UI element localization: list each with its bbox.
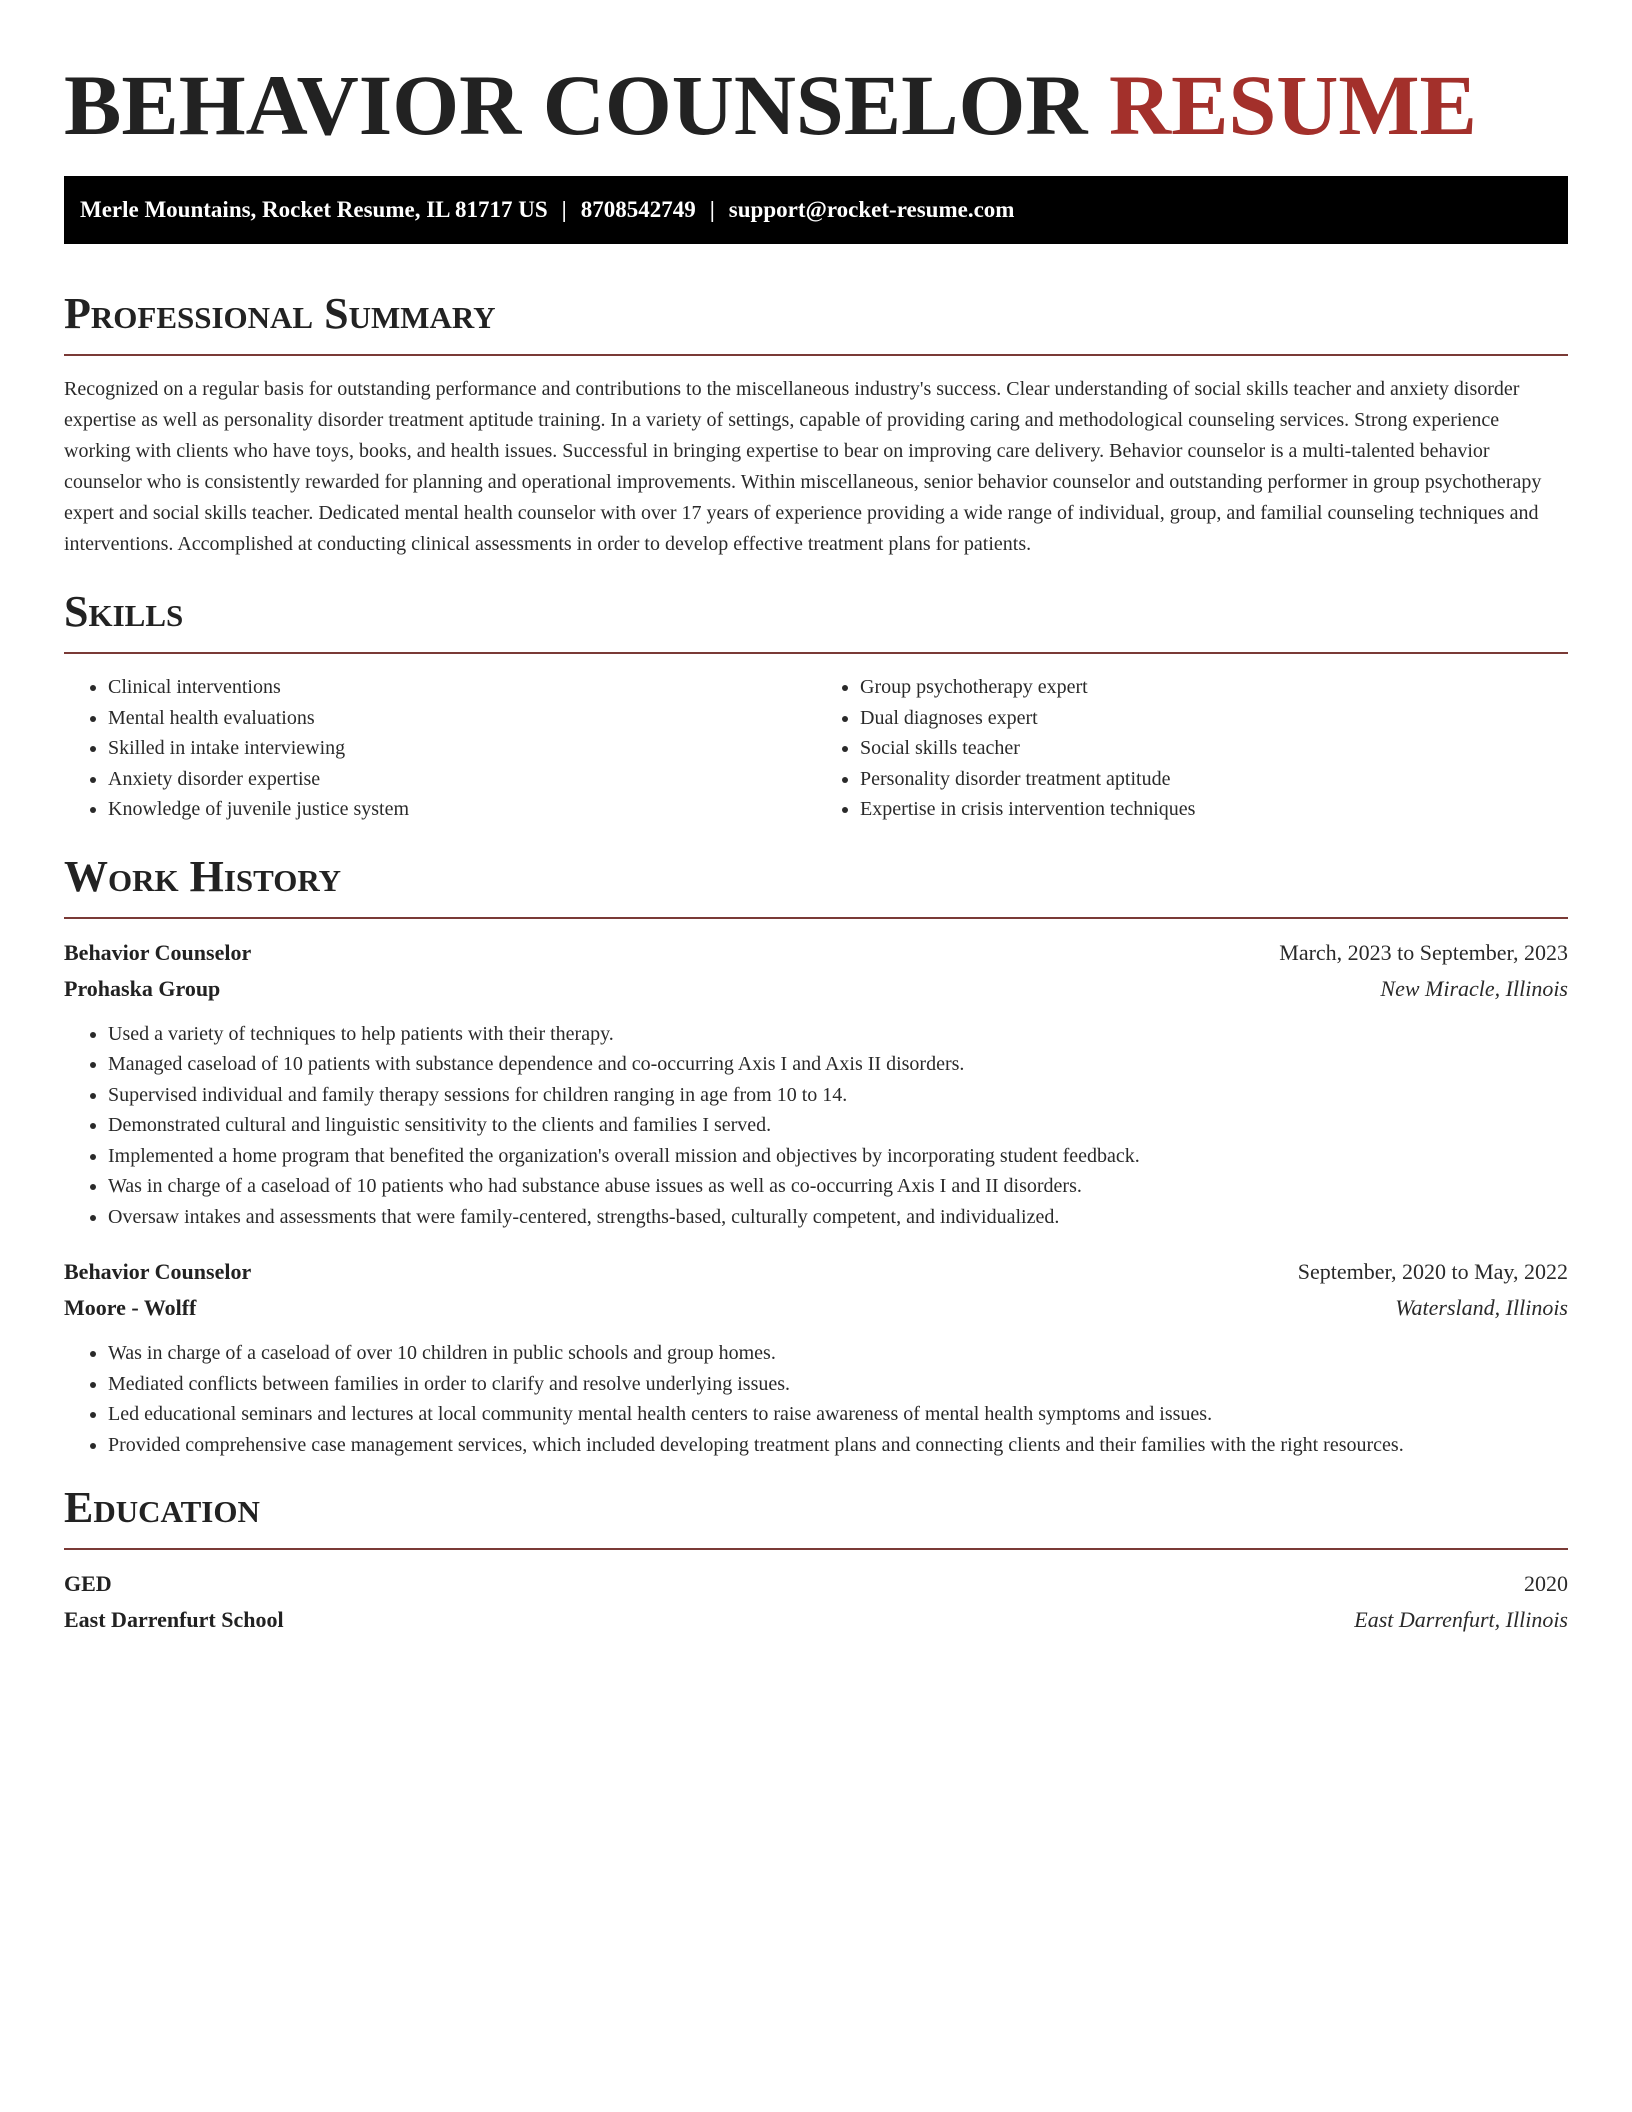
job-bullet: • Implemented a home program that benefited the organization's overall mission and objectives by incorporating student feedback. <box>108 1141 1568 1172</box>
education-location: East Darrenfurt, Illinois <box>1354 1607 1568 1632</box>
job-company-row <box>64 1290 1568 1326</box>
contact-email[interactable]: support@rocket-resume.com <box>728 197 1015 222</box>
contact-phone[interactable]: 8708542749 <box>580 197 696 222</box>
job-bullet: • Oversaw intakes and assessments that were family-centered, strengths-based, culturally competent, and individualized. <box>108 1202 1568 1233</box>
job-company: Prohaska Group <box>64 975 221 1001</box>
job-bullet: • Led educational seminars and lectures at local community mental health centers to raise awareness of mental health symptoms and issues. <box>108 1399 1568 1430</box>
skills-list-right <box>816 672 1568 825</box>
skill-item: • Social skills teacher <box>860 733 1568 764</box>
skill-item: • Knowledge of juvenile justice system <box>108 794 816 825</box>
job-bullets <box>64 1019 1568 1233</box>
section-heading-work: Work History <box>64 851 342 901</box>
job-bullet: • Mediated conflicts between families in order to clarify and resolve underlying issues. <box>108 1369 1568 1400</box>
skill-item: • Anxiety disorder expertise <box>108 764 816 795</box>
education-school: East Darrenfurt School <box>64 1607 284 1632</box>
skills-list-left <box>64 672 816 825</box>
education-degree: GED <box>64 1571 112 1596</box>
skill-item: • Expertise in crisis intervention techniques <box>860 794 1568 825</box>
job-entry <box>64 1254 1568 1460</box>
job-title: Behavior Counselor <box>64 1259 252 1284</box>
job-company: Moore - Wolff <box>64 1295 197 1320</box>
section-heading-education: Education <box>64 1483 260 1532</box>
skill-item: • Clinical interventions <box>108 672 816 703</box>
job-title: Behavior Counselor <box>64 939 252 965</box>
title-accent: RESUME <box>1108 57 1477 153</box>
section-divider <box>64 1548 1568 1550</box>
contact-separator: | <box>561 197 567 222</box>
skill-item: • Dual diagnoses expert <box>860 703 1568 734</box>
section-heading-skills: Skills <box>64 587 184 636</box>
section-heading-summary: Professional Summary <box>64 289 496 338</box>
job-entry <box>64 935 1568 1233</box>
section-education <box>64 1482 1568 1638</box>
skill-item: • Personality disorder treatment aptitude <box>860 764 1568 795</box>
education-degree-row <box>64 1566 1568 1602</box>
contact-separator: | <box>709 197 715 222</box>
job-dates: September, 2020 to May, 2022 <box>1297 1259 1568 1284</box>
title-main: BEHAVIOR COUNSELOR <box>64 57 1088 153</box>
job-bullet: • Was in charge of a caseload of 10 patients who had substance abuse issues as well as co-occurring Axis I and II disorders. <box>108 1171 1568 1202</box>
section-divider <box>64 652 1568 654</box>
education-school-row <box>64 1602 1568 1638</box>
section-skills <box>64 586 1568 825</box>
job-bullet: • Was in charge of a caseload of over 10 children in public schools and group homes. <box>108 1338 1568 1369</box>
job-dates: March, 2023 to September, 2023 <box>1279 939 1568 965</box>
job-location: New Miracle, Illinois <box>1380 975 1568 1001</box>
job-bullet: • Used a variety of techniques to help patients with their therapy. <box>108 1019 1568 1050</box>
section-work-history <box>64 851 1568 1461</box>
job-location: Watersland, Illinois <box>1395 1295 1568 1320</box>
job-header-row <box>64 1254 1568 1290</box>
job-bullet: • Supervised individual and family therapy sessions for children ranging in age from 10 to 14. <box>108 1080 1568 1111</box>
section-divider <box>64 917 1568 919</box>
skill-item: • Skilled in intake interviewing <box>108 733 816 764</box>
job-bullet: • Provided comprehensive case management services, which included developing treatment plans and connecting clients and their families with the right resources. <box>108 1430 1568 1461</box>
skill-item: • Group psychotherapy expert <box>860 672 1568 703</box>
job-header-row <box>64 935 1568 971</box>
skills-columns <box>64 672 1568 825</box>
contact-address: Merle Mountains, Rocket Resume, IL 81717 US <box>80 197 548 222</box>
section-summary <box>64 288 1568 560</box>
job-bullet: • Demonstrated cultural and linguistic sensitivity to the clients and families I served. <box>108 1110 1568 1141</box>
contact-bar <box>64 176 1568 244</box>
section-divider <box>64 354 1568 356</box>
summary-text: Recognized on a regular basis for outstanding performance and contributions to the miscellaneous industry's success. Clear understanding of social skills teacher and anxiety disorder expertise as well as personality disorder treatment aptitude training. In a variety of settings, capable of providing caring and methodological counseling services. Strong experience working with clients who have toys, books, and health issues. Successful in bringing expertise to bear on improving care delivery. Behavior counselor is a multi-talented behavior counselor who is consistently rewarded for planning and operational improvements. Within miscellaneous, senior behavior counselor and outstanding performer in group psychotherapy expert and social skills teacher. Dedicated mental health counselor with over 17 years of experience providing a wide range of individual, group, and familial counseling techniques and interventions. Accomplished at conducting clinical assessments in order to develop effective treatment plans for patients. <box>64 378 1542 555</box>
job-bullet: • Managed caseload of 10 patients with substance dependence and co-occurring Axis I and Axis II disorders. <box>108 1049 1568 1080</box>
job-company-row <box>64 971 1568 1007</box>
job-bullets <box>64 1338 1568 1460</box>
resume-title <box>64 50 1568 160</box>
education-year: 2020 <box>1524 1571 1568 1596</box>
skill-item: • Mental health evaluations <box>108 703 816 734</box>
